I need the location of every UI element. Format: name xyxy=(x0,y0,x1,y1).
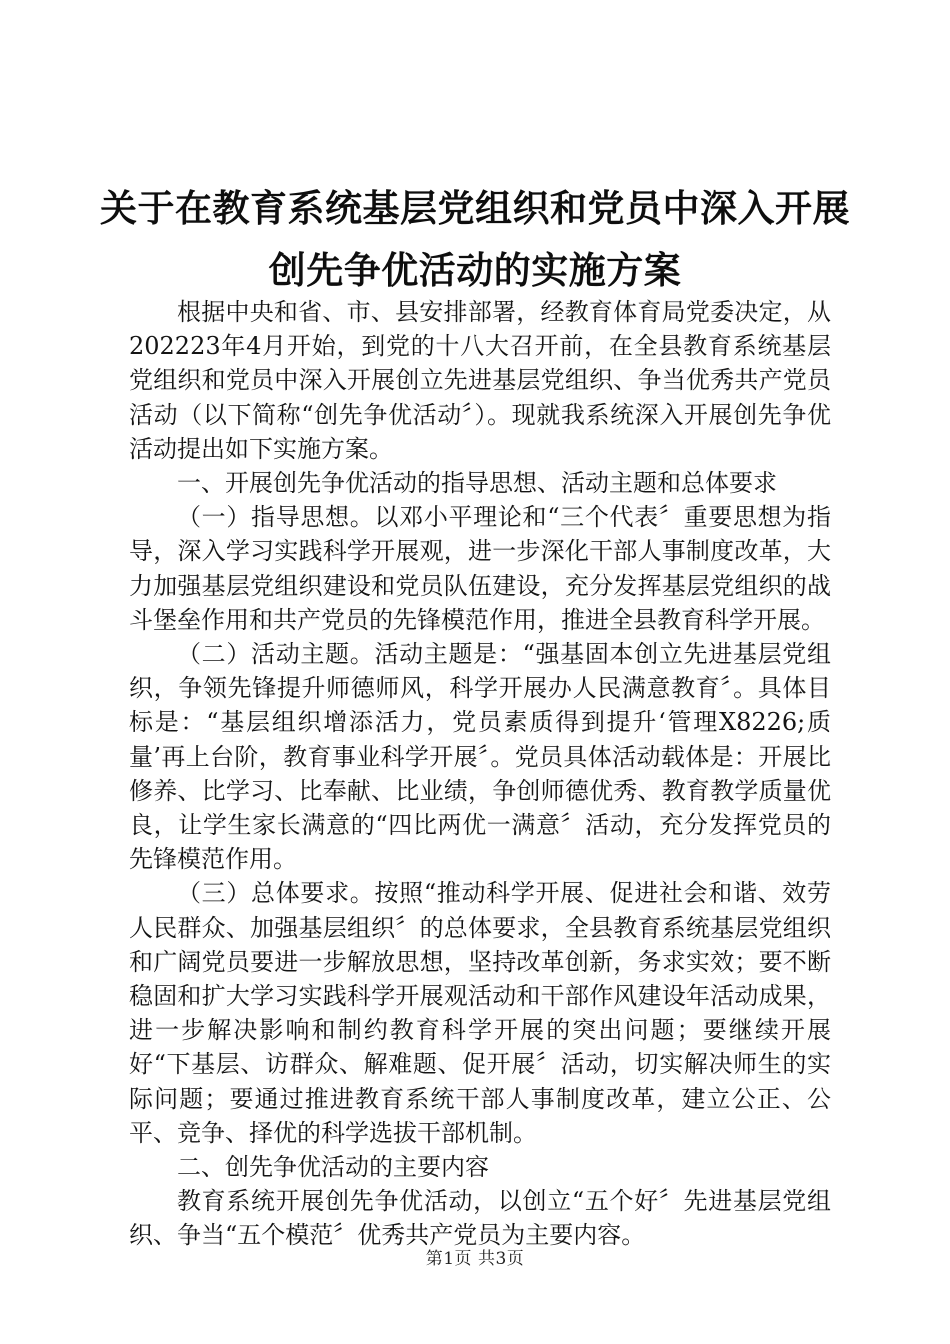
section-heading-2: 二、创先争优活动的主要内容 xyxy=(177,1153,489,1182)
document-title-line-1: 关于在教育系统基层党组织和党员中深入开展 xyxy=(100,186,850,230)
paragraph-guiding-thought: （一）指导思想。以邓小平理论和“三个代表〞重要思想为指导，深入学习实践科学开展观，进一步深化干部人事制度改革，大力加强基层党组织建设和党员队伍建设，充分发挥基层党组织的战斗堡垒作用和共产党员的先锋模范作用，推进全县教育科学开展。 xyxy=(129,503,831,634)
page-number-footer: 第1页 共3页 xyxy=(425,1249,525,1269)
paragraph-activity-theme: （二）活动主题。活动主题是：“强基固本创立先进基层党组织，争领先锋提升师德师风，科学开展办人民满意教育〞。具体目标是：“基层组织增添活力，党员素质得到提升‘管理X8226;质量’再上台阶，教育事业科学开展〞。党员具体活动载体是：开展比修养、比学习、比奉献、比业绩，争创师德优秀、教育教学质量优良，让学生家长满意的“四比两优一满意〞活动，充分发挥党员的先锋模范作用。 xyxy=(129,640,831,874)
document-title-line-2: 创先争优活动的实施方案 xyxy=(268,248,682,292)
paragraph-main-content: 教育系统开展创先争优活动，以创立“五个好〞先进基层党组织、争当“五个模范〞优秀共产党员为主要内容。 xyxy=(129,1187,831,1250)
section-heading-1: 一、开展创先争优活动的指导思想、活动主题和总体要求 xyxy=(177,469,777,498)
document-body xyxy=(129,295,831,1253)
intro-paragraph: 根据中央和省、市、县安排部署，经教育体育局党委决定，从202223年4月开始，到党的十八大召开前，在全县教育系统基层党组织和党员中深入开展创立先进基层党组织、争当优秀共产党员活动（以下简称“创先争优活动〞）。现就我系统深入开展创先争优活动提出如下实施方案。 xyxy=(129,298,831,463)
paragraph-general-requirements: （三）总体要求。按照“推动科学开展、促进社会和谐、效劳人民群众、加强基层组织〞的总体要求，全县教育系统基层党组织和广阔党员要进一步解放思想，坚持改革创新，务求实效；要不断稳固和扩大学习实践科学开展观活动和干部作风建设年活动成果，进一步解决影响和制约教育科学开展的突出问题；要继续开展好“下基层、访群众、解难题、促开展〞活动，切实解决师生的实际问题；要通过推进教育系统干部人事制度改革，建立公正、公平、竞争、择优的科学选拔干部机制。 xyxy=(129,879,831,1147)
